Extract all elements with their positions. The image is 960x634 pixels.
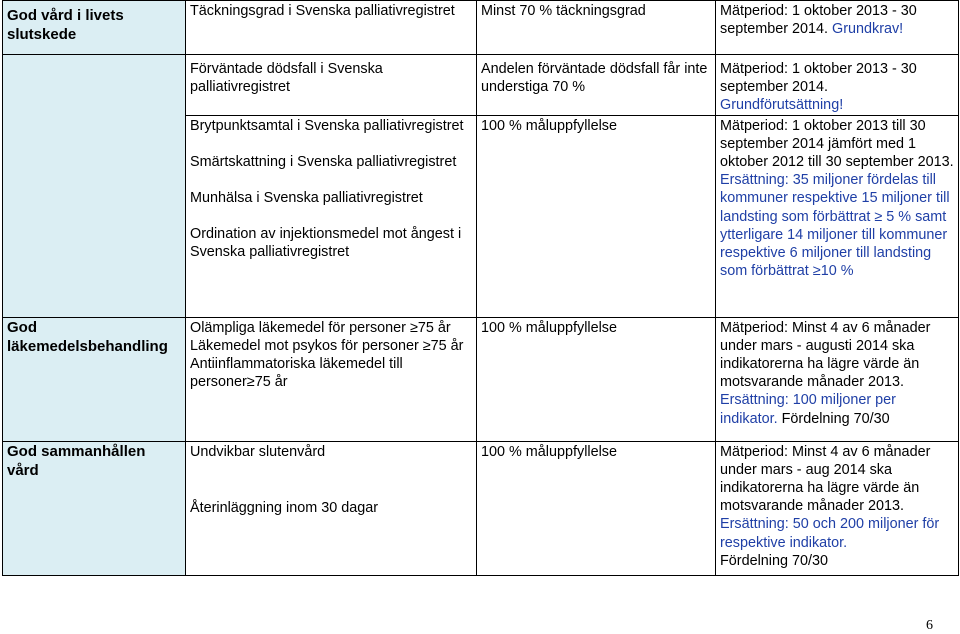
indicator-cell bbox=[186, 317, 477, 441]
area-cell bbox=[3, 441, 186, 575]
indicator-text: Olämpliga läkemedel för personer bbox=[190, 319, 410, 336]
period-cell bbox=[716, 115, 959, 317]
period-text: Mätperiod: Minst 4 av 6 månader under mars - augusti 2014 ska indikatorerna ha lägre värde än motsvarande månader 2013. bbox=[720, 319, 931, 391]
indicator-item bbox=[190, 355, 472, 391]
area-cell bbox=[3, 317, 186, 441]
geq-symbol: ≥ bbox=[246, 374, 255, 391]
geq-symbol: ≥ bbox=[409, 319, 418, 336]
indicator-text: Återinläggning inom 30 dagar bbox=[190, 499, 379, 516]
indicator-text: Smärtskattning i Svenska palliativregistret bbox=[190, 153, 457, 170]
period-cell bbox=[716, 55, 959, 116]
indicator-text: Förväntade dödsfall i Svenska palliativregistret bbox=[190, 61, 383, 96]
area-label: God läkemedelsbehandling bbox=[7, 318, 168, 355]
page-number: 6 bbox=[926, 618, 933, 633]
period-text: Mätperiod: 1 oktober 2013 till 30 september 2014 jämfört med 1 oktober 2012 till 30 september 2013. bbox=[720, 117, 954, 171]
table-row bbox=[3, 317, 959, 441]
area-cell bbox=[3, 55, 186, 116]
indicator-text: Brytpunktsamtal i Svenska palliativregistret bbox=[190, 117, 464, 134]
distribution-text: Fördelning 70/30 bbox=[777, 410, 890, 427]
indicator-text: 75 år bbox=[430, 337, 464, 354]
indicator-text: Antiinflammatoriska läkemedel till personer bbox=[190, 356, 403, 391]
target-cell bbox=[477, 115, 716, 317]
distribution-text: Fördelning 70/30 bbox=[720, 552, 829, 569]
indicator-cell bbox=[186, 441, 477, 575]
period-cell bbox=[716, 317, 959, 441]
target-cell bbox=[477, 441, 716, 575]
table-row bbox=[3, 55, 959, 116]
period-text: Mätperiod: Minst 4 av 6 månader under mars - aug 2014 ska indikatorerna ha lägre värde än motsvarande månader 2013. bbox=[720, 443, 931, 515]
requirement-note: Grundförutsättning! bbox=[720, 97, 844, 114]
indicator-cell bbox=[186, 55, 477, 116]
indicator-text: Läkemedel mot psykos för personer bbox=[190, 337, 423, 354]
indicator-text: Täckningsgrad i Svenska palliativregistret bbox=[190, 3, 455, 19]
area-cell bbox=[3, 1, 186, 55]
indicator-cell bbox=[186, 1, 477, 55]
geq-symbol: ≥ bbox=[812, 263, 821, 280]
period-text: Mätperiod: 1 oktober 2013 - 30 september 2014. bbox=[720, 61, 917, 96]
compensation-text: Ersättning: 100 miljoner per indikator. bbox=[720, 392, 896, 427]
compensation-text: 5 % samt ytterligare 14 miljoner till kommuner respektive 6 miljoner till landsting som förbättrat bbox=[720, 208, 948, 280]
period-cell bbox=[716, 1, 959, 55]
target-cell bbox=[477, 55, 716, 116]
period-cell bbox=[716, 441, 959, 575]
target-text: Andelen förväntade dödsfall får inte understiga 70 % bbox=[481, 61, 708, 96]
target-text: Minst 70 % täckningsgrad bbox=[481, 3, 646, 19]
indicator-text: Undvikbar slutenvård bbox=[190, 443, 326, 460]
area-cell bbox=[3, 115, 186, 317]
area-label: God sammanhållen vård bbox=[7, 442, 146, 479]
area-label: God vård i livets slutskede bbox=[7, 7, 124, 43]
target-cell bbox=[477, 1, 716, 55]
indicator-text: 75 år bbox=[417, 319, 451, 336]
target-text: 100 % måluppfyllelse bbox=[481, 117, 617, 134]
indicator-item bbox=[190, 337, 472, 355]
table-row bbox=[3, 441, 959, 575]
period-text: Mätperiod: 1 oktober 2013 - 30 september 2014. bbox=[720, 3, 917, 38]
target-text: 100 % måluppfyllelse bbox=[481, 443, 617, 460]
table-row bbox=[3, 1, 959, 55]
indicator-text: Munhälsa i Svenska palliativregistret bbox=[190, 190, 423, 207]
indicator-table bbox=[2, 0, 959, 576]
target-text: 100 % måluppfyllelse bbox=[481, 319, 617, 336]
indicator-cell bbox=[186, 115, 477, 317]
target-cell bbox=[477, 317, 716, 441]
compensation-text: Ersättning: 35 miljoner fördelas till kommuner respektive 15 miljoner till landsting som förbättrat bbox=[720, 172, 950, 225]
geq-symbol: ≥ bbox=[422, 337, 431, 354]
compensation-text: 10 % bbox=[820, 263, 854, 280]
indicator-text: 75 år bbox=[254, 374, 288, 391]
geq-symbol: ≥ bbox=[874, 208, 883, 225]
requirement-note: Grundkrav! bbox=[832, 21, 904, 38]
indicator-text: Ordination av injektionsmedel mot ångest i Svenska palliativregistret bbox=[190, 226, 462, 261]
table-row bbox=[3, 115, 959, 317]
indicator-item bbox=[190, 319, 472, 337]
compensation-text: Ersättning: 50 och 200 miljoner för respektive indikator. bbox=[720, 516, 940, 551]
